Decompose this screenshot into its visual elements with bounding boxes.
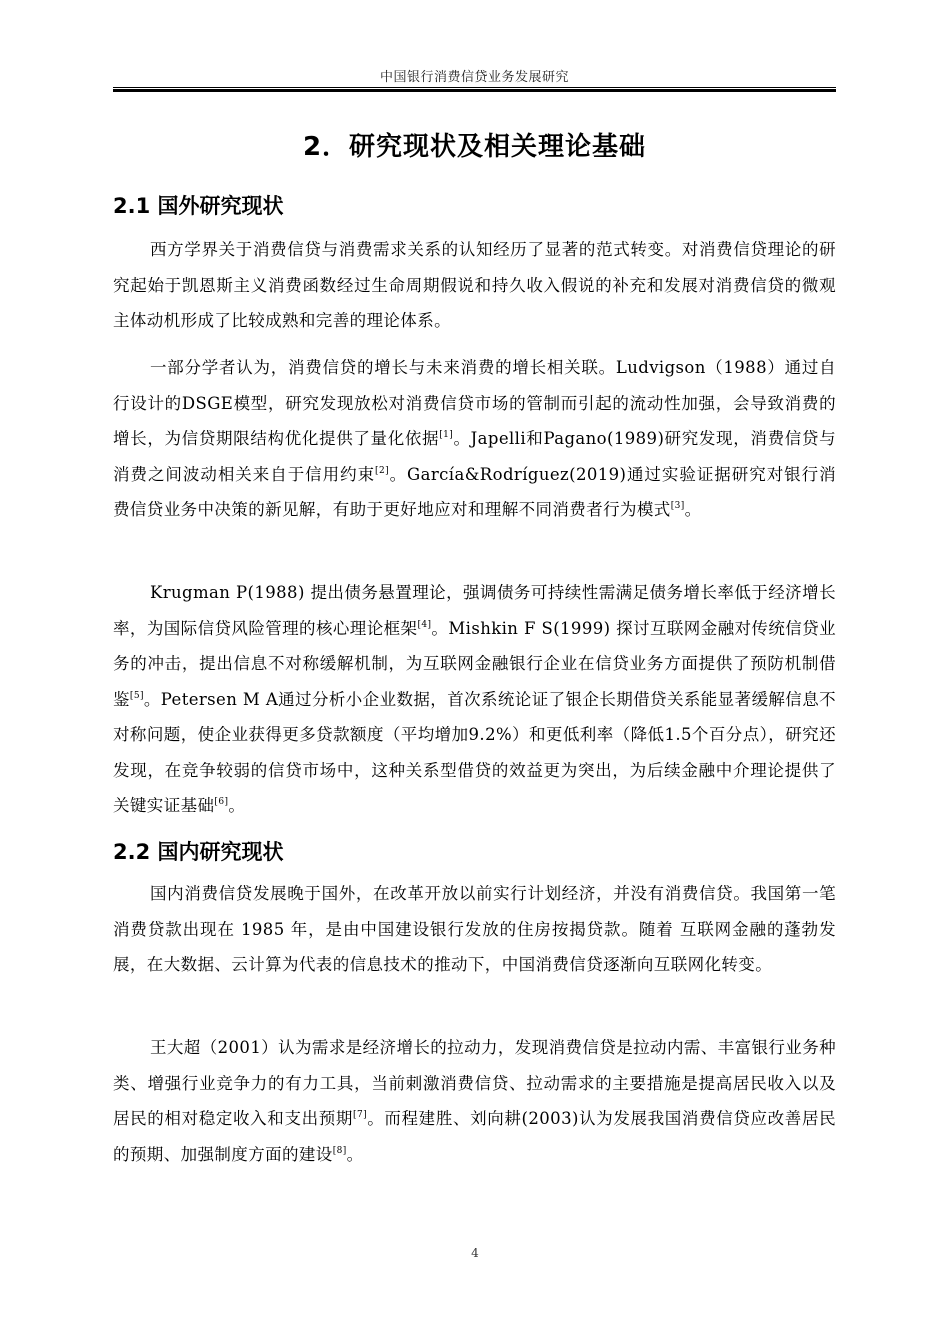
- paragraph: 西方学界关于消费信贷与消费需求关系的认知经历了显著的范式转变。对消费信贷理论的研究起始于凯恩斯主义消费函数经过生命周期假说和持久收入假说的补充和发展对消费信贷的微观主体动机形成了比较成熟和完善的理论体系。: [113, 240, 836, 330]
- section-title-2-2: 2.2 国内研究现状: [113, 840, 284, 864]
- paragraph: 一部分学者认为，消费信贷的增长与未来消费的增长相关联。Ludvigson（1988）通过自行设计的DSGE模型，研究发现放松对消费信贷市场的管制而引起的流动性加强，会导致消费的增长，为信贷期限结构优化提供了量化依据[1]。Japelli和Pagano(1989)研究发现，消费信贷与消费之间波动相关来自于信用约束[2]。García&Rodríguez(2019)通过实验证据研究对银行消费信贷业务中决策的新见解，有助于更好地应对和理解不同消费者行为模式[3]。: [113, 358, 837, 519]
- citation-marker: [5]: [129, 690, 144, 701]
- chapter-title: 2．研究现状及相关理论基础: [302, 132, 647, 162]
- citation-marker: [3]: [670, 501, 685, 511]
- paragraph: Krugman P(1988) 提出债务悬置理论，强调债务可持续性需满足债务增长率低于经济增长率，为国际信贷风险管理的核心理论框架[4]。Mishkin F S(1999) 探讨互联网金融对传统信贷业务的冲击，提出信息不对称缓解机制，为互联网金融银行企业在信贷业务方面提供了预防机制借鉴[5]。Petersen M A通过分析小企业数据，首次系统论证了银企长期借贷关系能显著缓解信息不对称问题，使企业获得更多贷款额度（平均增加9.2%）和更低利率（降低1.5个百分点），研究还发现，在竞争较弱的信贷市场中，这种关系型借贷的效益更为突出，为后续金融中介理论提供了关键实证基础[6]。: [113, 583, 836, 815]
- header-rule-thin: [113, 87, 836, 88]
- citation-marker: [4]: [417, 619, 432, 630]
- running-header: 中国银行消费信贷业务发展研究: [379, 70, 569, 85]
- citation-marker: [6]: [214, 797, 229, 807]
- header-rule-thick: [113, 89, 836, 92]
- page-number: 4: [471, 1246, 479, 1260]
- paragraph: 国内消费信贷发展晚于国外，在改革开放以前实行计划经济，并没有消费信贷。我国第一笔消费贷款出现在 1985 年，是由中国建设银行发放的住房按揭贷款。随着 互联网金融的蓬勃发展，在大数据、云计算为代表的信息技术的推动下，中国消费信贷逐渐向互联网化转变。: [113, 884, 836, 974]
- citation-marker: [1]: [439, 430, 454, 440]
- citation-marker: [2]: [375, 465, 389, 476]
- citation-marker: [8]: [332, 1145, 347, 1156]
- section-title-2-1: 2.1 国外研究现状: [113, 194, 284, 218]
- citation-marker: [7]: [353, 1110, 367, 1120]
- paragraph: 王大超（2001）认为需求是经济增长的拉动力，发现消费信贷是拉动内需、丰富银行业务种类、增强行业竞争力的有力工具，当前刺激消费信贷、拉动需求的主要措施是提高居民收入以及居民的相对稳定收入和支出预期[7]。而程建胜、刘向耕(2003)认为发展我国消费信贷应改善居民的预期、加强制度方面的建设[8]。: [113, 1038, 836, 1164]
